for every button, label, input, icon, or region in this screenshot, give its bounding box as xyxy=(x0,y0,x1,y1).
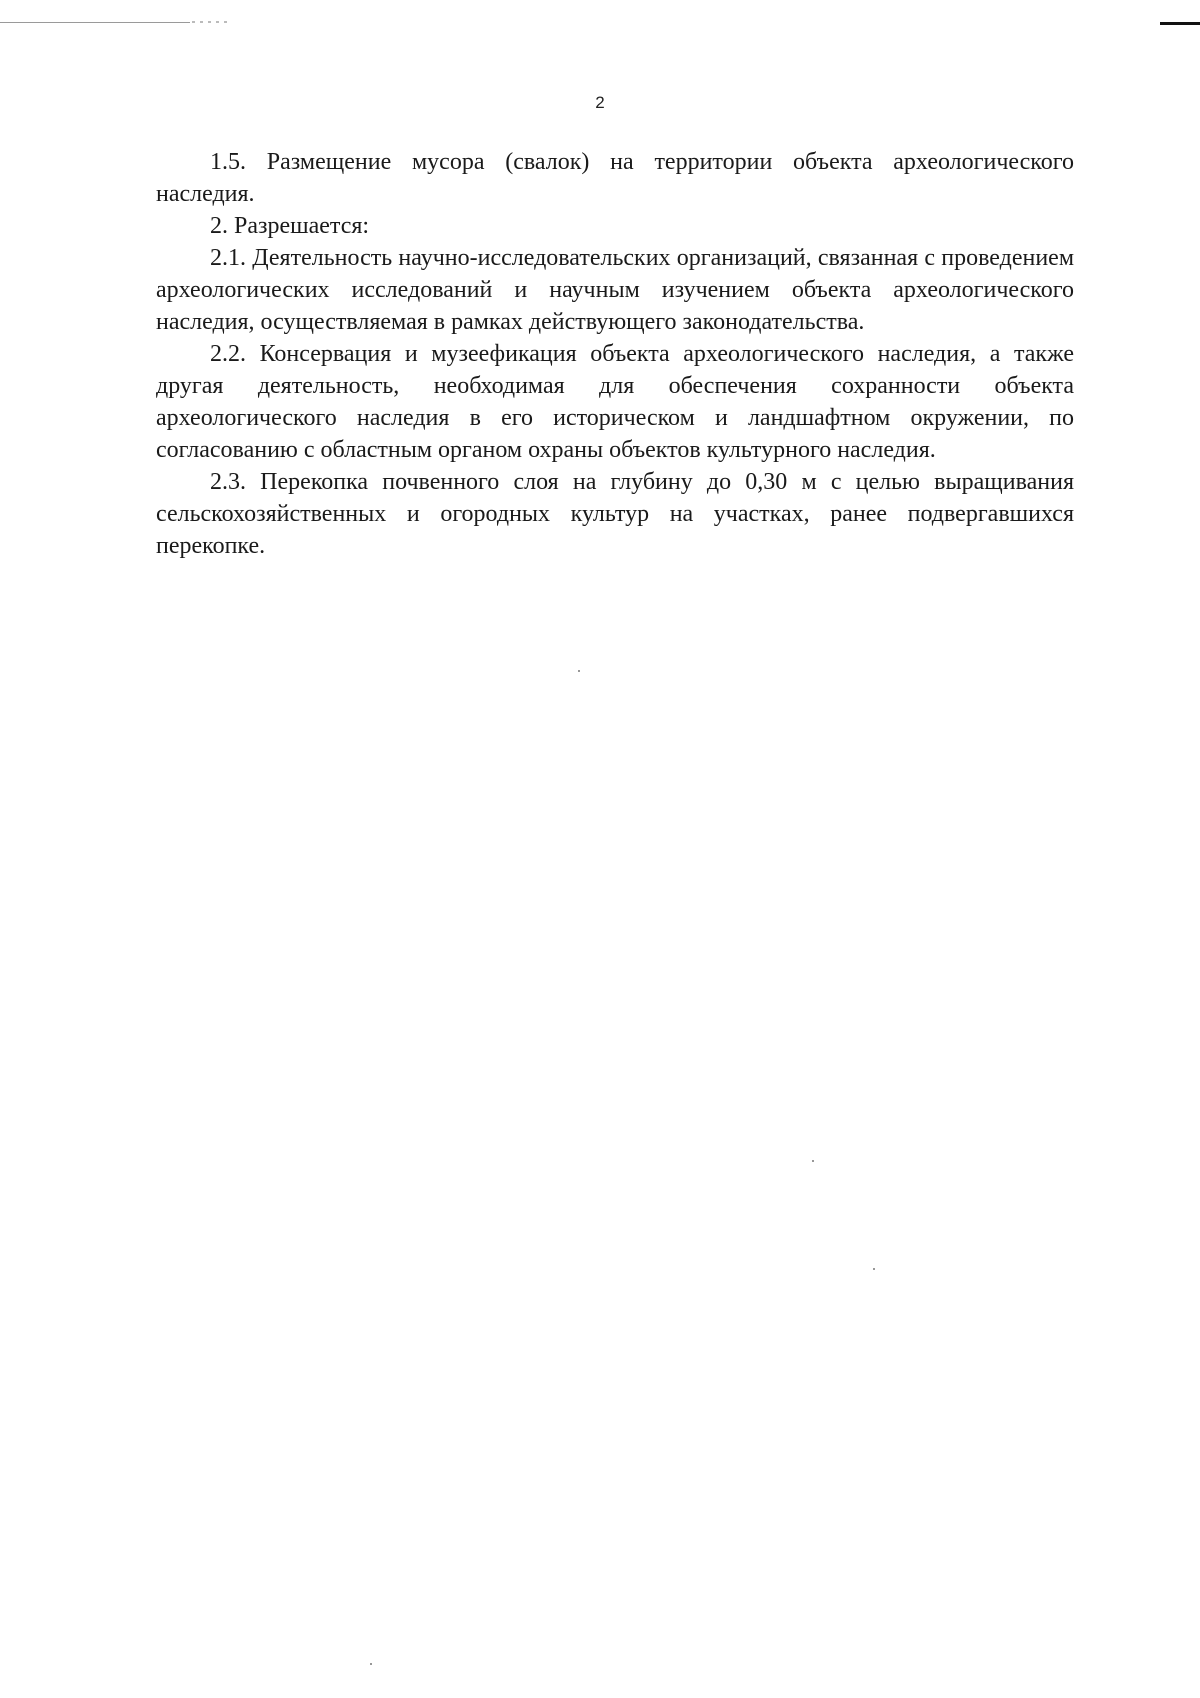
scan-speck xyxy=(578,670,580,672)
scan-speck xyxy=(370,1663,372,1665)
scan-artifact-dots xyxy=(192,21,232,23)
scan-artifact-mark xyxy=(1160,22,1200,25)
paragraph-2: 2. Разрешается: xyxy=(210,213,370,239)
scan-speck xyxy=(873,1268,875,1270)
paragraph-1-5: 1.5. Размещение мусора (свалок) на территории объекта археологического наследия. xyxy=(156,149,1074,207)
page-number: 2 xyxy=(595,93,605,112)
paragraph-2-1: 2.1. Деятельность научно-исследовательских организаций, связанная с проведением археологических исследований и научным изучением объекта археологического наследия, осуществляемая в рамках действующего законодательства. xyxy=(156,245,1074,335)
paragraph-2-3: 2.3. Перекопка почвенного слоя на глубину до 0,30 м с целью выращивания сельскохозяйственных и огородных культур на участках, ранее подвергавшихся перекопке. xyxy=(156,469,1074,559)
scan-artifact-line xyxy=(0,22,190,23)
scan-speck xyxy=(812,1160,814,1162)
paragraph-2-2: 2.2. Консервация и музеефикация объекта археологического наследия, а также другая деятельность, необходимая для обеспечения сохранности объекта археологического наследия в его историческом и ландшафтном окружении, по согласованию с областным органом охраны объектов культурного наследия. xyxy=(156,341,1074,463)
document-body xyxy=(156,146,1074,562)
